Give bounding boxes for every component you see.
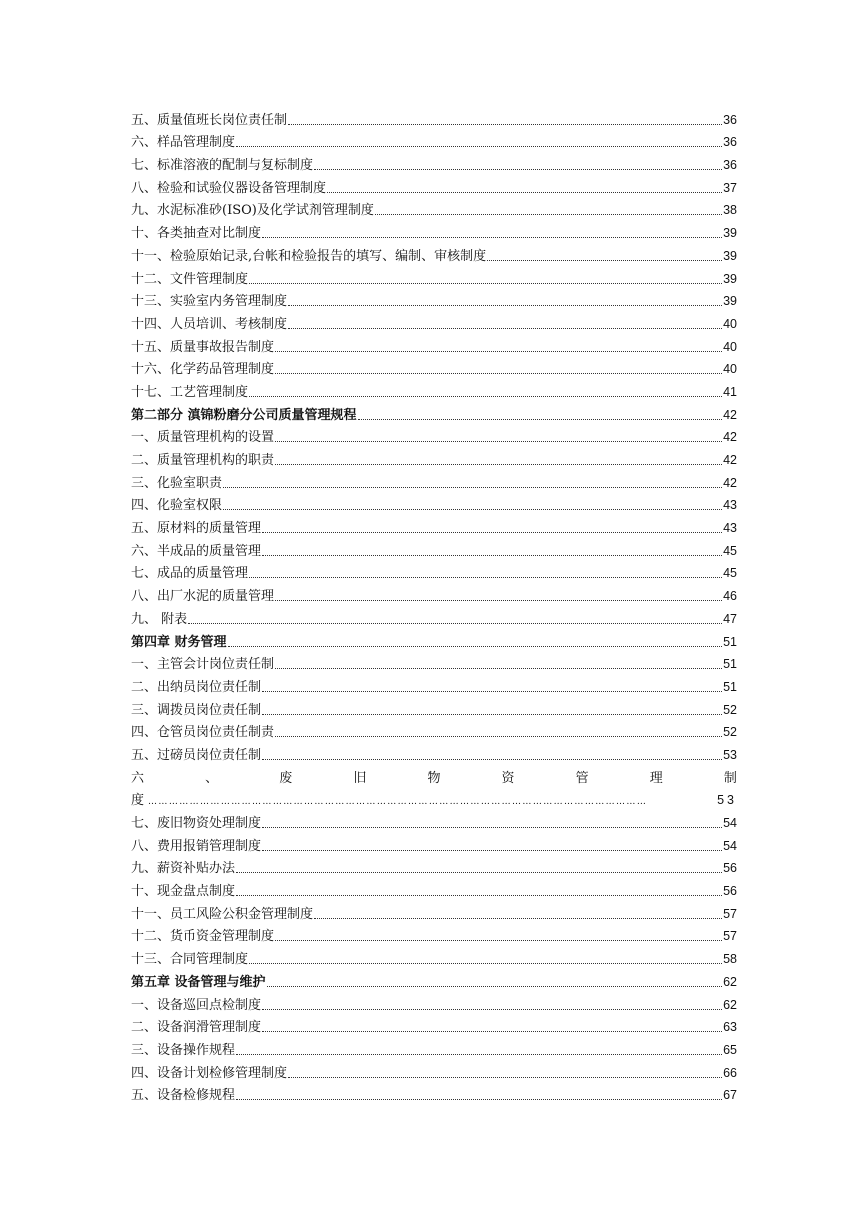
- toc-page-number: 53: [723, 747, 737, 762]
- toc-leader-dots: [288, 123, 722, 125]
- toc-entry-title: 十、各类抽查对比制度: [131, 226, 262, 242]
- toc-entry-title: 五、质量值班长岗位责任制: [131, 112, 288, 128]
- toc-page-number: 41: [723, 384, 737, 399]
- toc-page-number: 43: [723, 521, 737, 536]
- toc-page-number: 56: [723, 861, 737, 876]
- toc-entry[interactable]: [131, 423, 737, 446]
- toc-entry-title: 八、检验和试验仪器设备管理制度: [131, 180, 327, 196]
- toc-entry[interactable]: [131, 944, 737, 967]
- toc-entry[interactable]: [131, 854, 737, 877]
- toc-entry-title: 三、化验室职责: [131, 475, 223, 491]
- toc-entry-title: 十三、合同管理制度: [131, 952, 249, 968]
- toc-page-number: 57: [723, 929, 737, 944]
- toc-entry[interactable]: [131, 808, 737, 831]
- toc-page-number: 56: [723, 884, 737, 899]
- toc-entry[interactable]: [131, 150, 737, 173]
- toc-leader-dots: [314, 168, 722, 170]
- toc-leader-dots: [275, 939, 722, 941]
- toc-entry-title: 七、废旧物资处理制度: [131, 816, 262, 831]
- toc-entry-title: 一、主管会计岗位责任制: [131, 657, 275, 673]
- toc-entry[interactable]: [131, 922, 737, 945]
- toc-entry[interactable]: [131, 1081, 737, 1104]
- toc-page-number: 63: [723, 1020, 737, 1035]
- toc-leader-dots: [262, 554, 722, 556]
- toc-entry-title: 第五章 设备管理与维护: [131, 974, 266, 990]
- toc-entry[interactable]: [131, 468, 737, 491]
- toc-page-number: 45: [723, 566, 737, 581]
- toc-entry-title: 四、设备计划检修管理制度: [131, 1065, 288, 1081]
- toc-leader-dots: [288, 327, 722, 329]
- toc-leader-dots: [314, 917, 722, 919]
- toc-page-number: 38: [723, 203, 737, 218]
- toc-entry[interactable]: [131, 241, 737, 264]
- toc-entry[interactable]: [131, 627, 737, 650]
- toc-leader-dots: [275, 667, 722, 669]
- toc-entry[interactable]: [131, 990, 737, 1013]
- toc-entry-title: 九、薪资补贴办法: [131, 861, 236, 877]
- toc-page-number: 40: [723, 316, 737, 331]
- toc-leader-dots: [275, 372, 722, 374]
- toc-page-number: 52: [723, 725, 737, 740]
- toc-entry[interactable]: [131, 559, 737, 582]
- toc-leader-dots: [228, 645, 723, 647]
- toc-entry-title: 四、仓管员岗位责任制责: [131, 725, 275, 741]
- toc-leader-dots: [249, 395, 722, 397]
- toc-leader-dots: [375, 213, 722, 215]
- toc-page-number: 54: [723, 816, 737, 830]
- toc-entry-title: 七、成品的质量管理: [131, 566, 249, 582]
- toc-page-number: 51: [723, 679, 737, 694]
- toc-page-number: 42: [723, 453, 737, 467]
- toc-page-number: 36: [723, 158, 737, 173]
- toc-page-number: 42: [723, 430, 737, 445]
- toc-page-number: 40: [723, 339, 737, 354]
- toc-leader-dots: [275, 735, 722, 737]
- toc-entry-title: 八、费用报销管理制度: [131, 838, 262, 854]
- toc-entry[interactable]: [131, 581, 737, 604]
- toc-entry[interactable]: [131, 513, 737, 536]
- toc-page-number: 52: [723, 702, 737, 717]
- toc-leader-dots: [249, 282, 722, 284]
- toc-leader-dots: [262, 849, 722, 851]
- toc-entry[interactable]: [131, 695, 737, 718]
- toc-page-number: 40: [723, 362, 737, 377]
- toc-entry-title-char: 理: [649, 770, 663, 786]
- toc-entry-title-char: 六: [131, 770, 145, 786]
- toc-entry-title: 八、出厂水泥的质量管理: [131, 589, 275, 605]
- toc-entry-title: 二、设备润滑管理制度: [131, 1020, 262, 1036]
- toc-leader-dots: [275, 463, 722, 465]
- toc-entry-title: 十六、化学药品管理制度: [131, 362, 275, 378]
- toc-leader-dots: [236, 1098, 722, 1100]
- toc-entry-title: 一、质量管理机构的设置: [131, 430, 275, 446]
- toc-entry-title-char: 、: [205, 770, 219, 786]
- toc-leader-dots: [275, 599, 722, 601]
- toc-page-number: 47: [723, 611, 737, 626]
- toc-leader-dots: [262, 713, 722, 715]
- toc-entry-title: 十三、实验室内务管理制度: [131, 294, 288, 310]
- toc-page-number: 53: [717, 793, 737, 808]
- toc-leader-dots: [275, 350, 722, 352]
- toc-page-number: 51: [723, 634, 737, 649]
- toc-leader-dots: [223, 486, 722, 488]
- toc-entry[interactable]: [131, 332, 737, 355]
- toc-leader-dots: [236, 871, 722, 873]
- toc-entry-title: 十七、工艺管理制度: [131, 384, 249, 400]
- toc-leader-dots: [267, 985, 723, 987]
- toc-leader-dots: [262, 1008, 722, 1010]
- toc-leader-dots: [262, 758, 722, 760]
- toc-page-number: 58: [723, 952, 737, 967]
- toc-page-number: 45: [723, 543, 737, 558]
- toc-entry-title: 十一、检验原始记录,台帐和检验报告的填写、编制、审核制度: [131, 248, 487, 264]
- toc-leader-dots: [249, 962, 722, 964]
- toc-entry[interactable]: [131, 173, 737, 196]
- toc-entry-title: 十一、员工风险公积金管理制度: [131, 906, 314, 922]
- toc-leader-dots: [288, 304, 722, 306]
- toc-entry-title: 十五、质量事故报告制度: [131, 339, 275, 355]
- toc-entry[interactable]: [131, 672, 737, 695]
- toc-entry[interactable]: [131, 105, 737, 128]
- toc-entry-title-char: 旧: [353, 770, 367, 786]
- toc-page-number: 42: [723, 475, 737, 490]
- toc-leader-dots: [236, 894, 722, 896]
- toc-entry-title: 第四章 财务管理: [131, 634, 227, 650]
- toc-entry[interactable]: [131, 763, 737, 786]
- toc-entry-title: 十四、人员培训、考核制度: [131, 316, 288, 332]
- toc-entry-title: 一、设备巡回点检制度: [131, 997, 262, 1013]
- toc-leader-dots: [236, 145, 722, 147]
- toc-leader-dots: [262, 826, 722, 828]
- toc-leader-dots: [223, 508, 722, 510]
- toc-entry-title: 五、设备检修规程: [131, 1088, 236, 1104]
- toc-leader-dots: [262, 1030, 722, 1032]
- toc-entry-title-char: 制: [723, 770, 737, 786]
- toc-entry[interactable]: [131, 536, 737, 559]
- toc-entry-title-char: 资: [501, 770, 515, 786]
- toc-entry[interactable]: [131, 309, 737, 332]
- toc-leader-dots: [188, 622, 722, 624]
- toc-entry[interactable]: [131, 831, 737, 854]
- toc-entry[interactable]: [131, 355, 737, 378]
- toc-page-number: 39: [723, 294, 737, 309]
- toc-entry[interactable]: [131, 1058, 737, 1081]
- toc-entry[interactable]: [131, 876, 737, 899]
- toc-page-number: 54: [723, 838, 737, 853]
- toc-entry-title: 六、半成品的质量管理: [131, 543, 262, 559]
- toc-entry-title-char: 废: [279, 770, 293, 786]
- toc-entry-title: 十、现金盘点制度: [131, 884, 236, 900]
- toc-page-number: 57: [723, 906, 737, 921]
- toc-entry[interactable]: [131, 1013, 737, 1036]
- toc-entry-title: 十二、货币资金管理制度: [131, 929, 275, 945]
- toc-leader-dots: [148, 796, 715, 808]
- toc-leader-dots: [487, 259, 722, 261]
- toc-entry-title: 六、样品管理制度: [131, 135, 236, 151]
- toc-page-number: 42: [723, 407, 737, 422]
- toc-entry-title: 四、化验室权限: [131, 498, 223, 514]
- toc-entry[interactable]: [131, 604, 737, 627]
- toc-entry-title: 九、水泥标准砂(ISO)及化学试剂管理制度: [131, 203, 374, 219]
- toc-page-number: 36: [723, 135, 737, 150]
- toc-entry-title: 九、 附表: [131, 611, 188, 627]
- toc-entry[interactable]: [131, 377, 737, 400]
- toc-page-number: 37: [723, 180, 737, 195]
- toc-leader-dots: [275, 440, 722, 442]
- toc-entry[interactable]: [131, 264, 737, 287]
- toc-page-number: 39: [723, 248, 737, 263]
- toc-leader-dots: [262, 236, 722, 238]
- toc-entry-title: 五、原材料的质量管理: [131, 521, 262, 537]
- toc-entry-title: 度: [131, 793, 145, 809]
- toc-entry-title: [131, 771, 737, 786]
- toc-entry-title: 三、设备操作规程: [131, 1042, 236, 1058]
- toc-entry[interactable]: [131, 287, 737, 310]
- toc-entry[interactable]: [131, 718, 737, 741]
- toc-page-number: 51: [723, 657, 737, 672]
- toc-leader-dots: [262, 690, 722, 692]
- toc-entry[interactable]: [131, 1035, 737, 1058]
- toc-leader-dots: [358, 418, 723, 420]
- toc-entry[interactable]: [131, 967, 737, 990]
- toc-entry-title: 三、调拨员岗位责任制: [131, 702, 262, 718]
- toc-entry[interactable]: [131, 740, 737, 763]
- toc-page-number: 62: [723, 974, 737, 989]
- toc-leader-dots: [236, 1053, 722, 1055]
- toc-entry[interactable]: [131, 218, 737, 241]
- toc-entry[interactable]: [131, 196, 737, 219]
- toc-page-number: 36: [723, 112, 737, 127]
- table-of-contents: [131, 105, 737, 1103]
- toc-entry-title: 二、质量管理机构的职责: [131, 453, 275, 468]
- toc-entry[interactable]: [131, 786, 737, 809]
- toc-entry-title: 五、过磅员岗位责任制: [131, 747, 262, 763]
- toc-entry-title: 七、标准溶液的配制与复标制度: [131, 158, 314, 174]
- toc-entry-title: 十二、文件管理制度: [131, 271, 249, 287]
- toc-entry-title-char: 管: [575, 770, 589, 786]
- toc-leader-dots: [327, 191, 722, 193]
- toc-entry[interactable]: [131, 128, 737, 151]
- toc-entry[interactable]: [131, 491, 737, 514]
- toc-page-number: 39: [723, 226, 737, 241]
- toc-entry[interactable]: [131, 400, 737, 423]
- toc-entry-title: 第二部分 滇锦粉磨分公司质量管理规程: [131, 407, 357, 423]
- toc-page-number: 39: [723, 271, 737, 286]
- toc-leader-dots: [262, 531, 722, 533]
- toc-entry[interactable]: [131, 650, 737, 673]
- toc-entry[interactable]: [131, 445, 737, 468]
- toc-leader-dots: [288, 1076, 722, 1078]
- toc-page-number: 66: [723, 1065, 737, 1080]
- toc-leader-dots: [249, 576, 722, 578]
- toc-page-number: 67: [723, 1088, 737, 1103]
- toc-entry-title: 二、出纳员岗位责任制: [131, 679, 262, 695]
- toc-page-number: 46: [723, 589, 737, 604]
- toc-page-number: 62: [723, 997, 737, 1012]
- toc-page-number: 65: [723, 1042, 737, 1057]
- toc-page-number: 43: [723, 498, 737, 513]
- toc-entry-title-char: 物: [427, 770, 441, 786]
- toc-entry[interactable]: [131, 899, 737, 922]
